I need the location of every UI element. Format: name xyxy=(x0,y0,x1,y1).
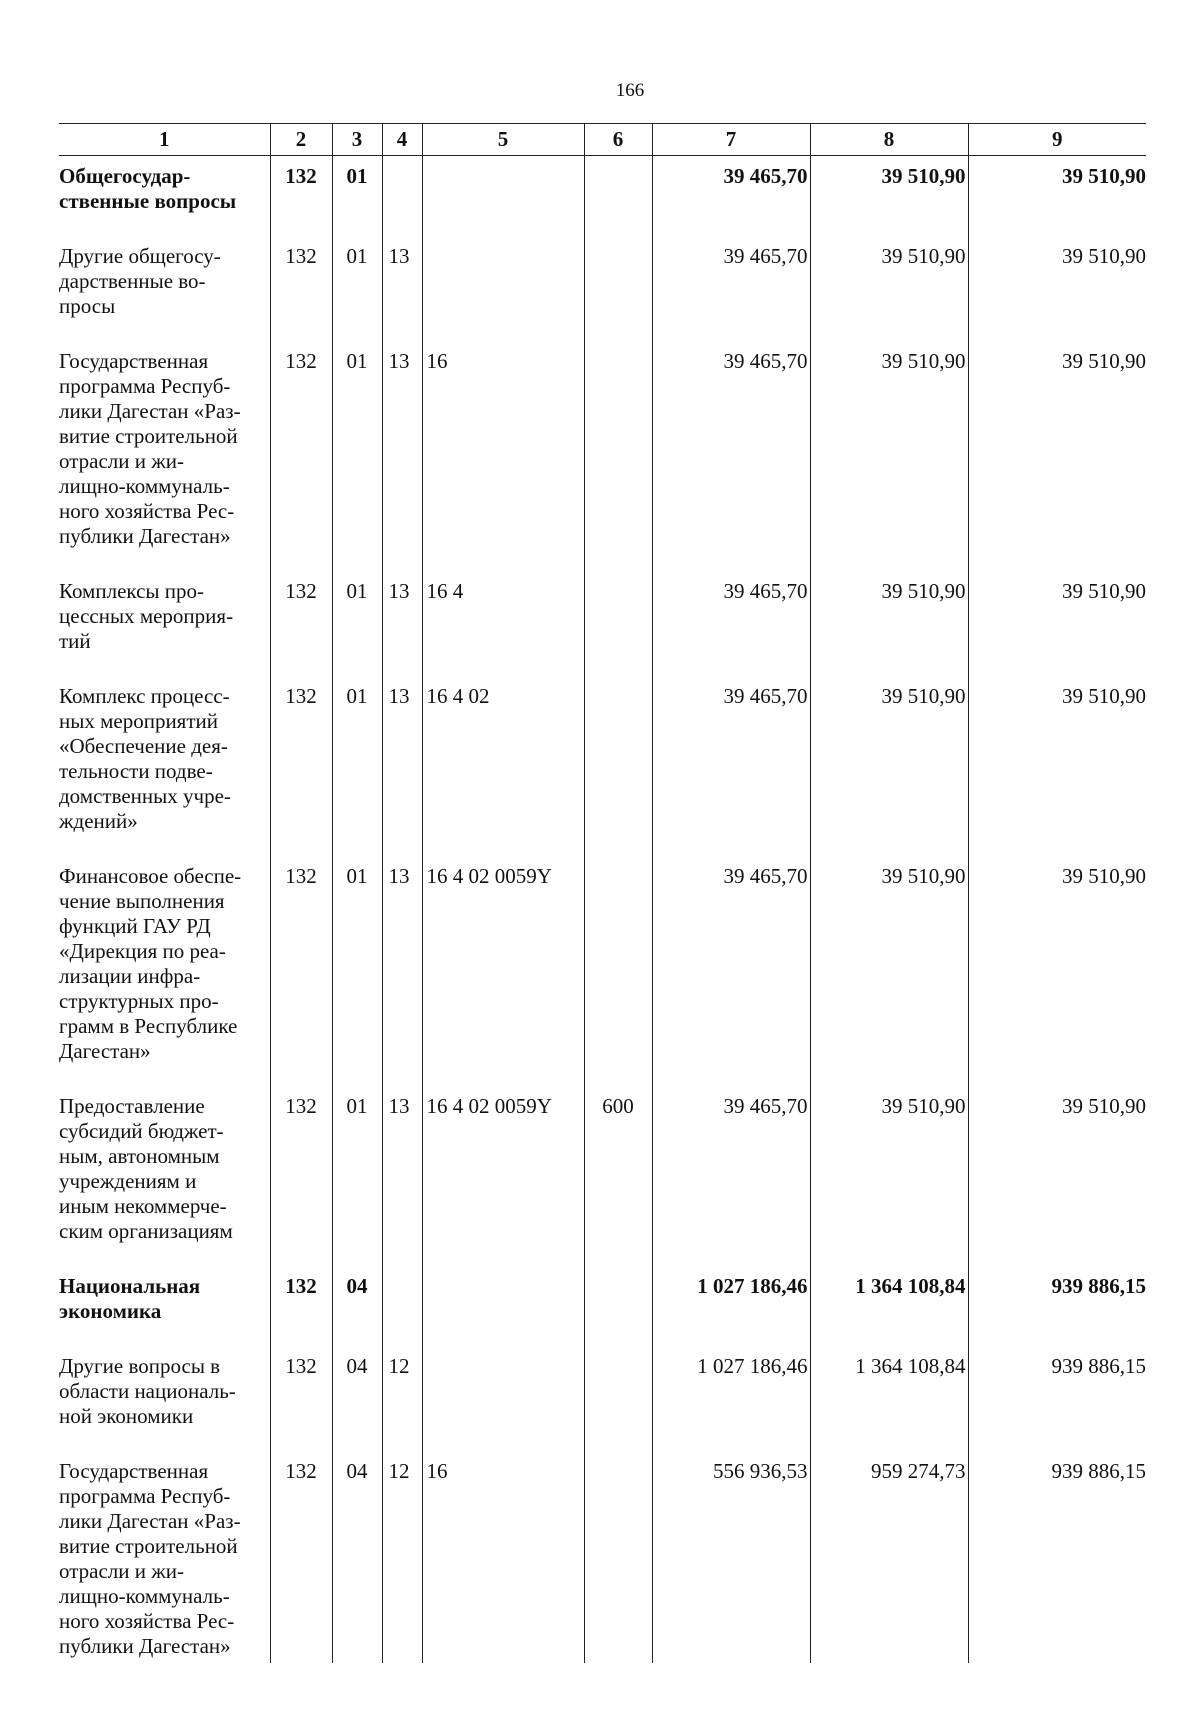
row-name-cell xyxy=(59,156,270,237)
cell-text: 1 027 186,46 xyxy=(697,1274,808,1298)
cell-text: 39 510,90 xyxy=(881,1094,966,1118)
cell-text: 12 xyxy=(388,1459,410,1483)
cell-text: 132 xyxy=(285,1094,317,1118)
row-amount-col8-cell xyxy=(810,341,968,571)
row-subsection-code-cell xyxy=(382,571,422,676)
row-amount-col9-cell xyxy=(968,1086,1146,1266)
row-target-code-cell xyxy=(422,156,584,237)
row-expense-type-cell xyxy=(584,856,652,1086)
row-amount-col7-cell xyxy=(652,1451,810,1663)
row-name-cell xyxy=(59,1086,270,1266)
table-body xyxy=(59,156,1146,1664)
row-amount-col7-cell xyxy=(652,1346,810,1451)
cell-text: 16 4 02 0059Y xyxy=(426,864,552,888)
row-amount-col7-cell xyxy=(652,571,810,676)
row-expense-type-cell xyxy=(584,236,652,341)
header-cell: 1 xyxy=(59,124,270,156)
row-name-cell xyxy=(59,236,270,341)
row-section-code-cell xyxy=(332,1451,382,1663)
row-gr-code-cell xyxy=(270,1086,332,1266)
row-amount-col7-cell xyxy=(652,156,810,237)
cell-text: 39 510,90 xyxy=(1062,1094,1146,1118)
cell-text: 132 xyxy=(285,579,317,603)
row-amount-col9-cell xyxy=(968,1266,1146,1346)
cell-text: 132 xyxy=(285,164,317,188)
cell-text: 39 510,90 xyxy=(881,684,966,708)
row-name-cell xyxy=(59,856,270,1086)
row-section-code-cell xyxy=(332,1086,382,1266)
row-subsection-code-cell xyxy=(382,676,422,856)
row-amount-col8-cell xyxy=(810,1451,968,1663)
cell-text: 556 936,53 xyxy=(713,1459,808,1483)
row-target-code-cell xyxy=(422,1086,584,1266)
row-expense-type-cell xyxy=(584,341,652,571)
row-amount-col7-cell xyxy=(652,1086,810,1266)
row-amount-col9-cell xyxy=(968,1346,1146,1451)
row-name-cell xyxy=(59,1266,270,1346)
cell-text: 13 xyxy=(388,579,410,603)
row-gr-code-cell xyxy=(270,676,332,856)
row-target-code-cell xyxy=(422,676,584,856)
cell-text: 132 xyxy=(285,1459,317,1483)
cell-text: Комплексы про- цессных мероприя- тий xyxy=(59,579,234,653)
row-amount-col9-cell xyxy=(968,676,1146,856)
cell-text: 1 364 108,84 xyxy=(855,1354,966,1378)
header-cell: 6 xyxy=(584,124,652,156)
row-target-code-cell xyxy=(422,1346,584,1451)
cell-text: 1 027 186,46 xyxy=(697,1354,808,1378)
table-row xyxy=(59,676,1146,856)
row-target-code-cell xyxy=(422,236,584,341)
cell-text: 39 465,70 xyxy=(723,864,808,888)
cell-text: 16 4 02 0059Y xyxy=(426,1094,552,1118)
row-target-code-cell xyxy=(422,856,584,1086)
cell-text: 01 xyxy=(346,164,368,188)
cell-text: Государственная программа Респуб- лики Дагестан «Раз- витие строительной отрасли и жи- лищно-коммуналь- ного хозяйства Рес- публики Дагестан» xyxy=(59,349,241,548)
cell-text: 132 xyxy=(285,349,317,373)
table-row xyxy=(59,1451,1146,1663)
cell-text: Общегосудар- ственные вопросы xyxy=(59,164,237,213)
cell-text: Национальная экономика xyxy=(59,1274,201,1323)
cell-text: 04 xyxy=(346,1274,368,1298)
row-section-code-cell xyxy=(332,856,382,1086)
cell-text: 600 xyxy=(602,1094,634,1118)
header-cell: 7 xyxy=(652,124,810,156)
cell-text: 39 465,70 xyxy=(723,164,808,188)
table-row xyxy=(59,571,1146,676)
row-expense-type-cell xyxy=(584,1266,652,1346)
cell-text: 13 xyxy=(388,349,410,373)
cell-text: 39 510,90 xyxy=(881,864,966,888)
cell-text: 39 510,90 xyxy=(881,164,966,188)
row-amount-col8-cell xyxy=(810,1086,968,1266)
row-subsection-code-cell xyxy=(382,1451,422,1663)
cell-text: 39 510,90 xyxy=(1062,579,1146,603)
row-gr-code-cell xyxy=(270,236,332,341)
row-target-code-cell xyxy=(422,571,584,676)
header-cell: 4 xyxy=(382,124,422,156)
row-amount-col7-cell xyxy=(652,856,810,1086)
cell-text: 132 xyxy=(285,244,317,268)
row-amount-col9-cell xyxy=(968,1451,1146,1663)
table-row xyxy=(59,156,1146,237)
row-gr-code-cell xyxy=(270,571,332,676)
row-section-code-cell xyxy=(332,571,382,676)
row-section-code-cell xyxy=(332,1346,382,1451)
row-amount-col9-cell xyxy=(968,341,1146,571)
cell-text: 39 510,90 xyxy=(1062,164,1146,188)
cell-text: Другие общегосу- дарственные во- просы xyxy=(59,244,221,318)
cell-text: 12 xyxy=(388,1354,410,1378)
cell-text: Предоставление субсидий бюджет- ным, автономным учреждениям и иным некоммерче- ским организациям xyxy=(59,1094,233,1243)
row-gr-code-cell xyxy=(270,1451,332,1663)
row-name-cell xyxy=(59,341,270,571)
cell-text: 39 510,90 xyxy=(1062,684,1146,708)
header-cell: 8 xyxy=(810,124,968,156)
cell-text: 13 xyxy=(388,1094,410,1118)
cell-text: 132 xyxy=(285,1354,317,1378)
row-gr-code-cell xyxy=(270,1266,332,1346)
cell-text: 39 465,70 xyxy=(723,1094,808,1118)
cell-text: 939 886,15 xyxy=(1051,1274,1146,1298)
row-name-cell xyxy=(59,571,270,676)
row-subsection-code-cell xyxy=(382,1346,422,1451)
row-subsection-code-cell xyxy=(382,1266,422,1346)
header-cell: 9 xyxy=(968,124,1146,156)
row-amount-col9-cell xyxy=(968,156,1146,237)
cell-text: 01 xyxy=(346,1094,368,1118)
row-target-code-cell xyxy=(422,1266,584,1346)
cell-text: 39 510,90 xyxy=(1062,864,1146,888)
row-name-cell xyxy=(59,1451,270,1663)
row-amount-col7-cell xyxy=(652,341,810,571)
cell-text: Другие вопросы в области националь- ной экономики xyxy=(59,1354,236,1428)
row-subsection-code-cell xyxy=(382,856,422,1086)
row-expense-type-cell xyxy=(584,676,652,856)
row-amount-col8-cell xyxy=(810,571,968,676)
cell-text: 01 xyxy=(346,244,368,268)
cell-text: 1 364 108,84 xyxy=(855,1274,966,1298)
row-target-code-cell xyxy=(422,341,584,571)
row-amount-col9-cell xyxy=(968,571,1146,676)
cell-text: 16 xyxy=(426,1459,448,1483)
budget-table xyxy=(59,123,1146,1663)
cell-text: 01 xyxy=(346,864,368,888)
cell-text: 13 xyxy=(388,864,410,888)
row-name-cell xyxy=(59,676,270,856)
cell-text: 16 4 xyxy=(426,579,464,603)
row-amount-col8-cell xyxy=(810,1346,968,1451)
row-expense-type-cell xyxy=(584,1346,652,1451)
cell-text: 01 xyxy=(346,684,368,708)
header-row xyxy=(59,124,1146,156)
row-subsection-code-cell xyxy=(382,156,422,237)
row-section-code-cell xyxy=(332,676,382,856)
cell-text: 939 886,15 xyxy=(1051,1459,1146,1483)
table-header xyxy=(59,124,1146,156)
cell-text: 39 510,90 xyxy=(881,579,966,603)
row-amount-col8-cell xyxy=(810,156,968,237)
cell-text: Государственная программа Респуб- лики Дагестан «Раз- витие строительной отрасли и жи- лищно-коммуналь- ного хозяйства Рес- публики Дагестан» xyxy=(59,1459,241,1658)
row-gr-code-cell xyxy=(270,341,332,571)
cell-text: 01 xyxy=(346,349,368,373)
cell-text: 39 510,90 xyxy=(881,244,966,268)
row-expense-type-cell xyxy=(584,571,652,676)
row-section-code-cell xyxy=(332,341,382,571)
cell-text: 959 274,73 xyxy=(871,1459,966,1483)
cell-text: 04 xyxy=(346,1354,368,1378)
row-amount-col7-cell xyxy=(652,676,810,856)
row-section-code-cell xyxy=(332,1266,382,1346)
header-cell: 3 xyxy=(332,124,382,156)
table-row xyxy=(59,856,1146,1086)
row-expense-type-cell xyxy=(584,1451,652,1663)
row-amount-col8-cell xyxy=(810,676,968,856)
row-gr-code-cell xyxy=(270,1346,332,1451)
cell-text: 16 4 02 xyxy=(426,684,490,708)
row-amount-col9-cell xyxy=(968,236,1146,341)
row-subsection-code-cell xyxy=(382,1086,422,1266)
row-expense-type-cell xyxy=(584,1086,652,1266)
cell-text: 13 xyxy=(388,684,410,708)
table-row xyxy=(59,1346,1146,1451)
cell-text: 132 xyxy=(285,684,317,708)
row-target-code-cell xyxy=(422,1451,584,1663)
table-row xyxy=(59,341,1146,571)
cell-text: 39 465,70 xyxy=(723,579,808,603)
cell-text: 39 465,70 xyxy=(723,684,808,708)
row-section-code-cell xyxy=(332,236,382,341)
row-amount-col9-cell xyxy=(968,856,1146,1086)
row-gr-code-cell xyxy=(270,856,332,1086)
cell-text: Комплекс процесс- ных мероприятий «Обеспечение дея- тельности подве- домственных учре- ждений» xyxy=(59,684,231,833)
row-section-code-cell xyxy=(332,156,382,237)
cell-text: 39 510,90 xyxy=(1062,244,1146,268)
table-row xyxy=(59,1086,1146,1266)
table-row xyxy=(59,236,1146,341)
cell-text: 16 xyxy=(426,349,448,373)
page-number: 166 xyxy=(615,80,645,101)
cell-text: 939 886,15 xyxy=(1051,1354,1146,1378)
cell-text: 13 xyxy=(388,244,410,268)
row-amount-col8-cell xyxy=(810,1266,968,1346)
row-name-cell xyxy=(59,1346,270,1451)
row-subsection-code-cell xyxy=(382,341,422,571)
cell-text: 39 510,90 xyxy=(1062,349,1146,373)
cell-text: 132 xyxy=(285,1274,317,1298)
cell-text: 39 510,90 xyxy=(881,349,966,373)
cell-text: 39 465,70 xyxy=(723,349,808,373)
cell-text: 39 465,70 xyxy=(723,244,808,268)
cell-text: 132 xyxy=(285,864,317,888)
cell-text: Финансовое обеспе- чение выполнения функций ГАУ РД «Дирекция по реа- лизации инфра- структурных про- грамм в Республике Дагестан» xyxy=(59,864,242,1063)
row-gr-code-cell xyxy=(270,156,332,237)
row-subsection-code-cell xyxy=(382,236,422,341)
row-amount-col8-cell xyxy=(810,236,968,341)
row-expense-type-cell xyxy=(584,156,652,237)
header-cell: 5 xyxy=(422,124,584,156)
cell-text: 04 xyxy=(346,1459,368,1483)
header-cell: 2 xyxy=(270,124,332,156)
table-row xyxy=(59,1266,1146,1346)
row-amount-col7-cell xyxy=(652,236,810,341)
row-amount-col8-cell xyxy=(810,856,968,1086)
cell-text: 01 xyxy=(346,579,368,603)
row-amount-col7-cell xyxy=(652,1266,810,1346)
